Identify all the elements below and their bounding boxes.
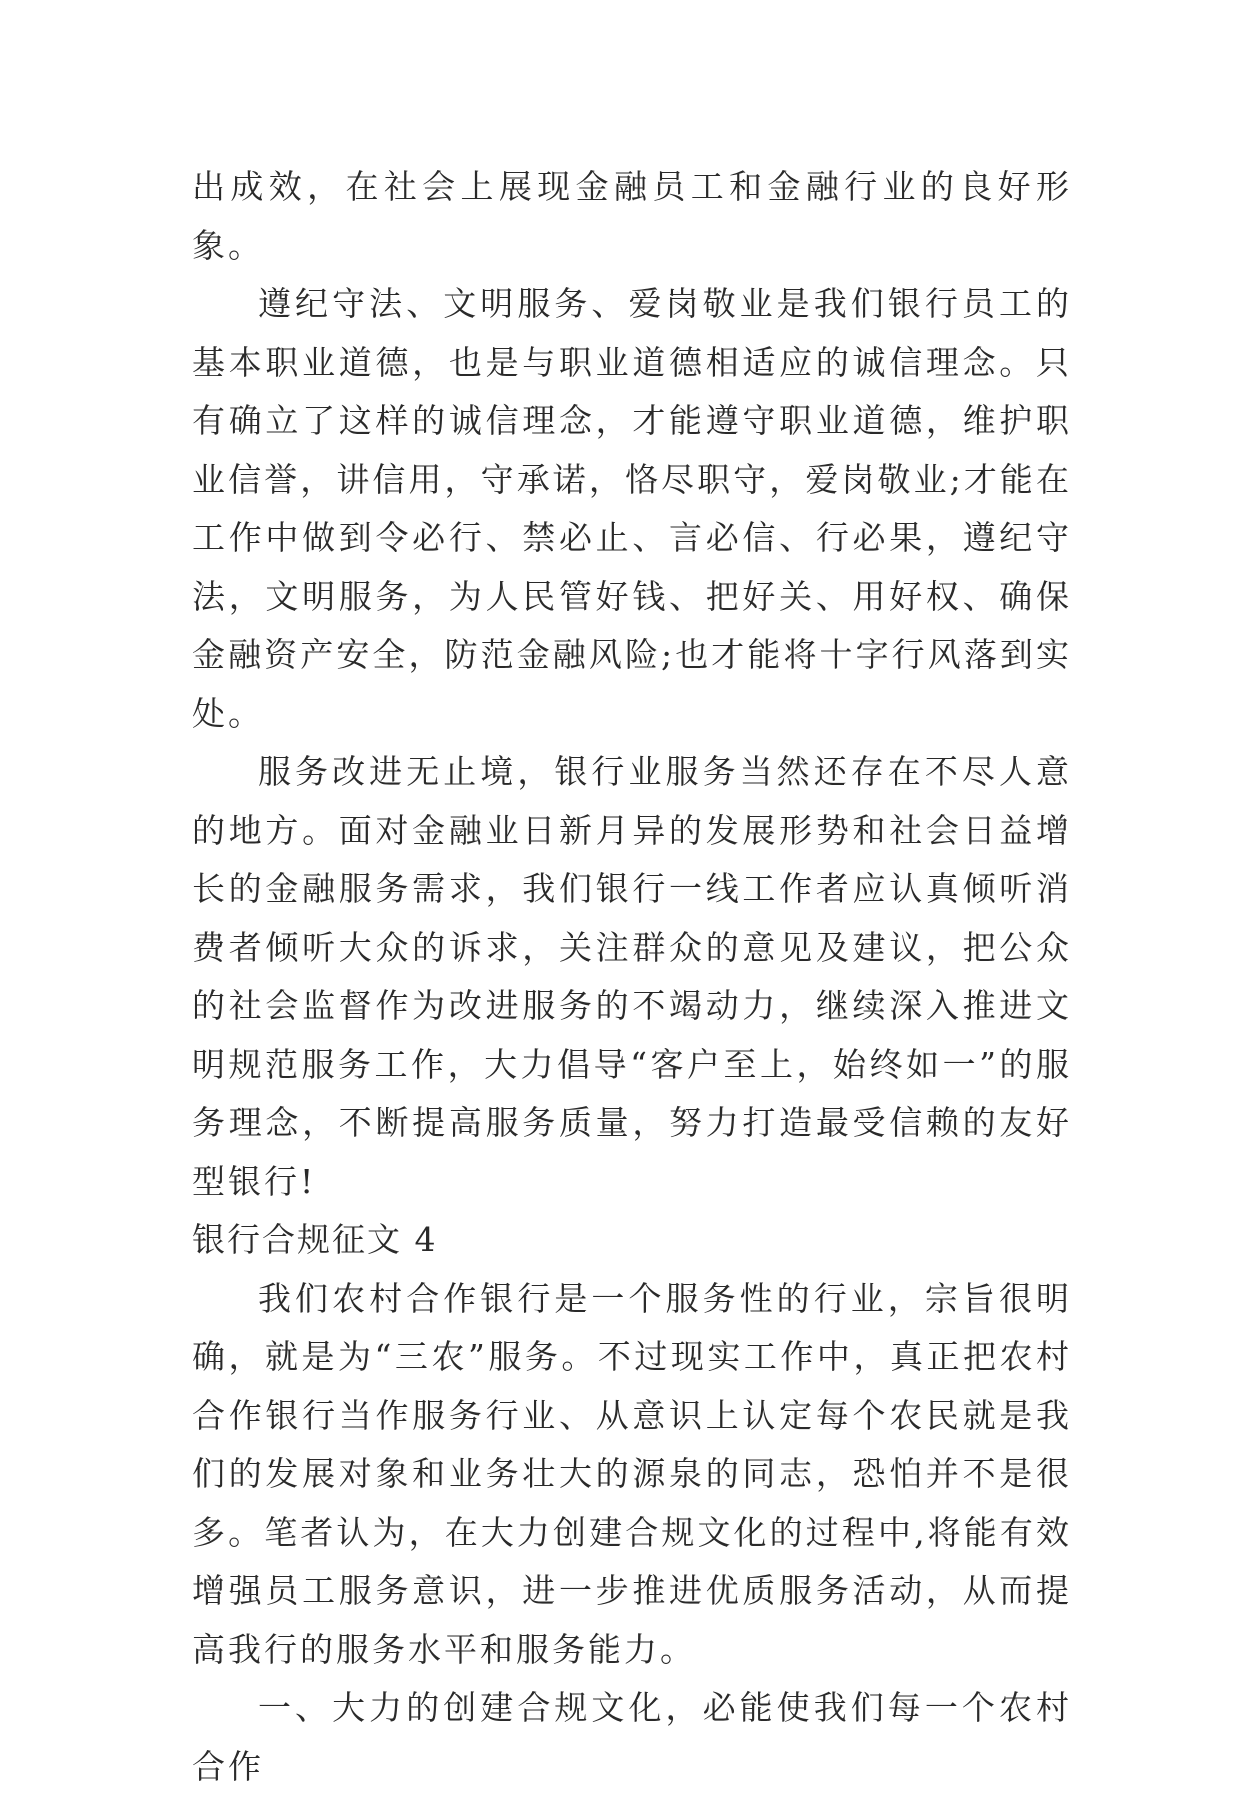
document-body [192,158,1072,1796]
paragraph-service-improvement: 服务改进无止境，银行业服务当然还存在不尽人意的地方。面对金融业日新月异的发展形势和社会日益增长的金融服务需求，我们银行一线工作者应认真倾听消费者倾听大众的诉求，关注群众的意见及建议，把公众的社会监督作为改进服务的不竭动力，继续深入推进文明规范服务工作，大力倡导“客户至上，始终如一”的服务理念，不断提高服务质量，努力打造最受信赖的友好型银行! [192,752,1072,1201]
paragraph-point-one: 一、大力的创建合规文化，必能使我们每一个农村合作 [192,1688,1072,1786]
paragraph-professional-ethics: 遵纪守法、文明服务、爱岗敬业是我们银行员工的基本职业道德，也是与职业道德相适应的诚信理念。只有确立了这样的诚信理念，才能遵守职业道德，维护职业信誉，讲信用，守承诺，恪尽职守，爱岗敬业;才能在工作中做到令必行、禁必止、言必信、行必果，遵纪守法，文明服务，为人民管好钱、把好关、用好权、确保金融资产安全，防范金融风险;也才能将十字行风落到实处。 [192,284,1072,733]
paragraph-continuation: 出成效，在社会上展现金融员工和金融行业的良好形象。 [192,167,1072,265]
section-heading: 银行合规征文 4 [192,1220,438,1259]
paragraph-rural-bank-service: 我们农村合作银行是一个服务性的行业，宗旨很明确，就是为“三农”服务。不过现实工作中，真正把农村合作银行当作服务行业、从意识上认定每个农民就是我们的发展对象和业务壮大的源泉的同志，恐怕并不是很多。笔者认为，在大力创建合规文化的过程中,将能有效增强员工服务意识，进一步推进优质服务活动，从而提高我行的服务水平和服务能力。 [192,1278,1072,1669]
